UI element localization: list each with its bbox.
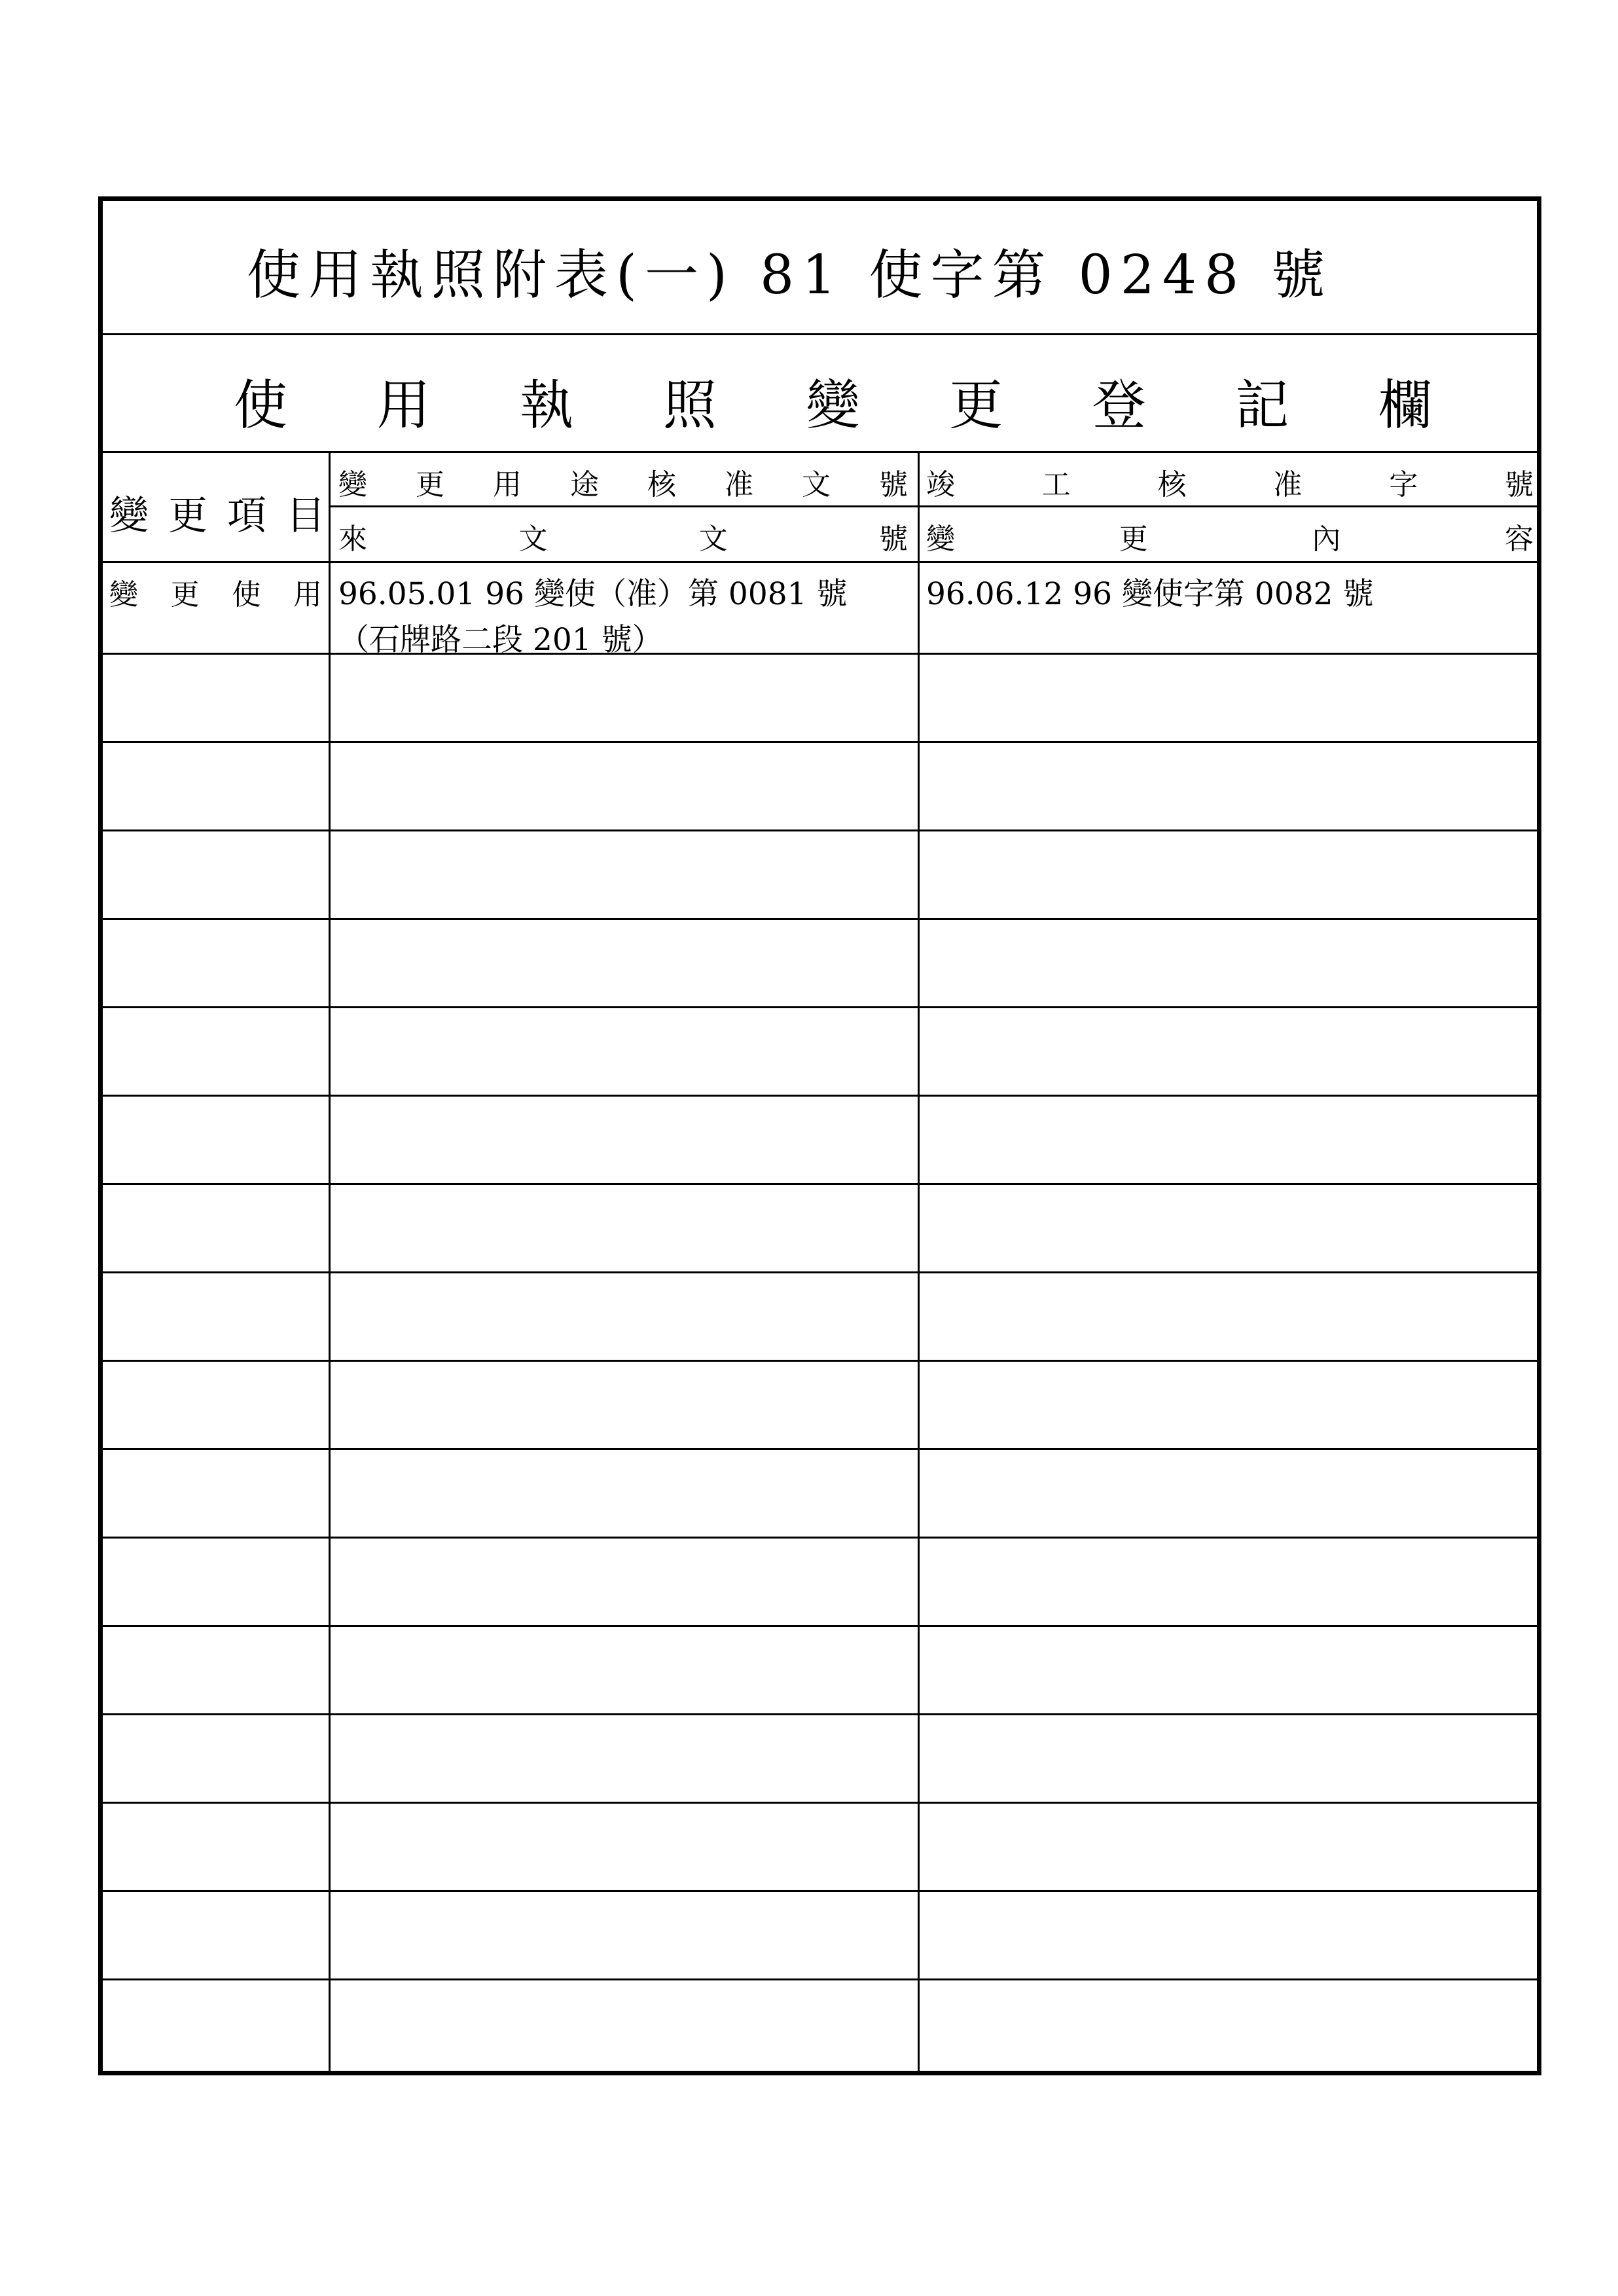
row-line [103,741,1537,743]
row-line [103,1183,1537,1185]
header-completion-approval-no: 竣 工 核 准 字 號 [926,468,1534,501]
header-split-line [329,505,1537,507]
subtitle-row [103,335,1537,453]
row-change-item: 變 更 使 用 [109,578,322,611]
register-grid [103,453,1537,2073]
row-line [103,1095,1537,1097]
title-row [103,201,1537,335]
row-line [103,1006,1537,1008]
row-line [103,829,1537,831]
row-approval-doc-line2: （石牌路二段 201 號） [338,622,663,658]
row-line [103,1360,1537,1362]
header-incoming-doc-no: 來 文 文 號 [338,522,908,556]
header-approval-doc-no: 變 更 用 途 核 准 文 號 [338,468,908,501]
section-heading: 使 用 執 照 變 更 登 記 欄 [234,374,1432,437]
row-approval-doc-line1: 96.05.01 96 變使（准）第 0081 號 [338,576,848,612]
row-line [103,1537,1537,1539]
header-change-item: 變 更 項 目 [109,493,325,539]
column-divider [329,453,331,2073]
column-divider [918,453,920,2073]
row-line [103,918,1537,920]
row-line [103,1448,1537,1450]
license-change-register-table [98,196,1541,2075]
row-line [103,1271,1537,1273]
row-line [103,1890,1537,1892]
row-line [103,561,1537,563]
form-title: 使用執照附表(一) 81 使字第 0248 號 [247,244,1333,306]
row-line [103,1625,1537,1627]
row-completion-approval-no: 96.06.12 96 變使字第 0082 號 [926,576,1374,612]
row-line [103,1802,1537,1804]
row-line [103,653,1537,655]
row-line [103,1713,1537,1715]
header-change-content: 變 更 內 容 [926,522,1534,556]
row-line [103,1978,1537,1980]
